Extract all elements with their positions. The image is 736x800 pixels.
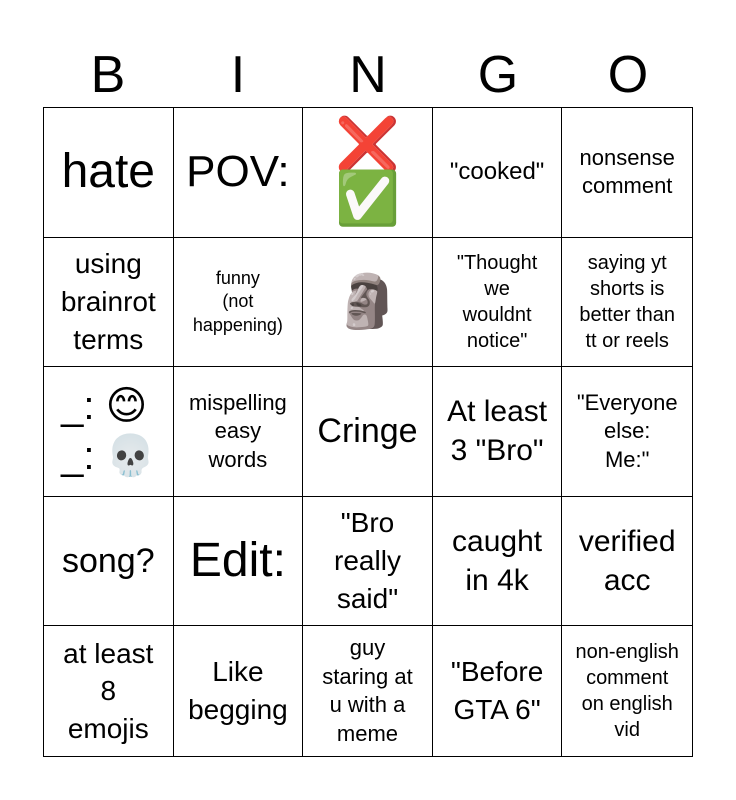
cell-text: saying yt shorts is better than tt or reels xyxy=(579,251,675,352)
cell-text: "cooked" xyxy=(449,157,545,185)
bingo-cell-r1c4[interactable] xyxy=(433,108,563,238)
cell-text: funny (not happening) xyxy=(192,267,283,335)
bingo-header xyxy=(43,44,693,106)
cell-text: song? xyxy=(61,541,155,580)
bingo-grid xyxy=(43,107,693,757)
cell-text: guy staring at u with a meme xyxy=(322,635,413,746)
bingo-cell-r2c1[interactable] xyxy=(44,238,174,368)
bingo-cell-r5c2[interactable] xyxy=(174,626,304,756)
cell-text: Cringe xyxy=(317,412,418,451)
cell-text: nonsense comment xyxy=(579,144,675,199)
cell-text: "Thought we wouldnt notice" xyxy=(456,251,538,352)
bingo-cell-r1c3[interactable] xyxy=(303,108,433,238)
cell-text: at least 8 emojis xyxy=(63,637,154,745)
bingo-cell-r2c4[interactable] xyxy=(433,238,563,368)
cell-text: Like begging xyxy=(188,656,288,726)
cell-text: "Everyone else: Me:" xyxy=(576,389,678,472)
bingo-cell-r3c5[interactable] xyxy=(562,367,692,497)
bingo-cell-r3c2[interactable] xyxy=(174,367,304,497)
bingo-cell-r2c5[interactable] xyxy=(562,238,692,368)
cell-text: POV: xyxy=(186,147,290,197)
bingo-cell-r2c2[interactable] xyxy=(174,238,304,368)
moai-icon: 🗿 xyxy=(335,272,400,331)
bingo-cell-r5c1[interactable] xyxy=(44,626,174,756)
bingo-cell-r3c3[interactable] xyxy=(303,367,433,497)
bingo-cell-r1c5[interactable] xyxy=(562,108,692,238)
cell-text: At least 3 "Bro" xyxy=(447,395,548,468)
cell-text: using brainrot terms xyxy=(60,248,156,355)
bingo-cell-r4c3[interactable] xyxy=(303,497,433,627)
cell-text: mispelling easy words xyxy=(188,389,287,472)
cell-text: Edit: xyxy=(189,533,286,587)
cell-emoji-cross-check: ❌ ✅ xyxy=(335,115,400,229)
bingo-cell-r4c5[interactable] xyxy=(562,497,692,627)
bingo-cell-r1c1[interactable] xyxy=(44,108,174,238)
cell-text: non-english comment on english vid xyxy=(575,641,679,742)
header-letter-n: N xyxy=(349,46,387,104)
cell-text: "Bro really said" xyxy=(334,507,401,614)
bingo-cell-r3c4[interactable] xyxy=(433,367,563,497)
bingo-cell-r2c3[interactable] xyxy=(303,238,433,368)
bingo-cell-r4c4[interactable] xyxy=(433,497,563,627)
bingo-cell-r1c2[interactable] xyxy=(174,108,304,238)
header-letter-g: G xyxy=(477,46,519,104)
bingo-cell-r4c1[interactable] xyxy=(44,497,174,627)
bingo-cell-r3c1[interactable] xyxy=(44,367,174,497)
bingo-cell-r4c2[interactable] xyxy=(174,497,304,627)
cell-text: "Before GTA 6" xyxy=(450,656,544,726)
cell-text: verified acc xyxy=(578,525,676,598)
bingo-cell-r5c3[interactable] xyxy=(303,626,433,756)
header-letter-o: O xyxy=(607,46,649,104)
cell-text: hate xyxy=(61,144,155,198)
cell-text: _: 😊 _: 💀 xyxy=(61,384,156,479)
cell-text: caught in 4k xyxy=(452,525,543,598)
bingo-cell-r5c4[interactable] xyxy=(433,626,563,756)
header-letter-b: B xyxy=(90,46,126,104)
header-letter-i: I xyxy=(230,46,246,104)
bingo-cell-r5c5[interactable] xyxy=(562,626,692,756)
